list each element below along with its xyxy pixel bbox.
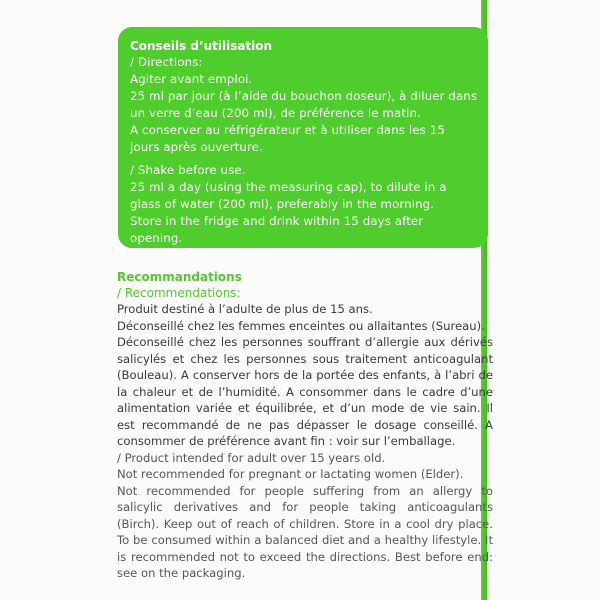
- directions-subtitle: / Directions:: [130, 55, 203, 69]
- recommendations-subtitle: / Recommendations:: [117, 286, 241, 300]
- directions-en-dose: 25 ml a day (using the measuring cap), to dilute in a glass of water (200 ml), preferably in the morning.: [130, 180, 447, 211]
- reco-en-pregnant: Not recommended for pregnant or lactating women (Elder).: [117, 467, 464, 481]
- reco-fr-warnings: Déconseillé chez les personnes souffrant d’allergie aux dérivés salicylés et chez les personnes sous traitement anticoagulant (Bouleau). A conserver hors de la portée des enfants, à l’abri de la chaleur et de l’humidité. A consommer dans le cadre d’une alimentation variée et équilibrée, et d’un mode de vie sain. Il est recommandé de ne pas dépasser le dosage conseillé. A consommer de préférence avant fin : voir sur l’emballage.: [117, 335, 493, 448]
- directions-fr-shake: Agiter avant emploi.: [130, 72, 253, 86]
- directions-en-shake: / Shake before use.: [130, 163, 246, 177]
- directions-fr-dose: 25 ml par jour (à l’aide du bouchon doseur), à diluer dans un verre d’eau (200 ml), de préférence le matin.: [130, 89, 478, 120]
- directions-fr-storage: A conserver au réfrigérateur et à utiliser dans les 15 jours après ouverture.: [130, 123, 445, 154]
- recommendations-section: [117, 270, 493, 582]
- reco-fr-pregnant: Déconseillé chez les femmes enceintes ou allaitantes (Sureau).: [117, 318, 485, 333]
- recommendations-title: Recommandations: [117, 270, 242, 284]
- reco-fr-age: Produit destiné à l’adulte de plus de 15 ans.: [117, 302, 373, 316]
- directions-title: Conseils d’utilisation: [130, 39, 273, 53]
- directions-en-storage: Store in the fridge and drink within 15 days after opening.: [130, 214, 424, 245]
- reco-en-warnings: Not recommended for people suffering from an allergy to salicylic derivatives and for people taking anticoagulants (Birch). Keep out of reach of children. Store in a cool dry place. To be consumed within a balanced diet and a healthy lifestyle. It is recommended not to exceed the directions. Best before end: see on the packaging.: [117, 483, 493, 580]
- directions-box: [118, 27, 488, 248]
- reco-en-age: / Product intended for adult over 15 years old.: [117, 450, 386, 465]
